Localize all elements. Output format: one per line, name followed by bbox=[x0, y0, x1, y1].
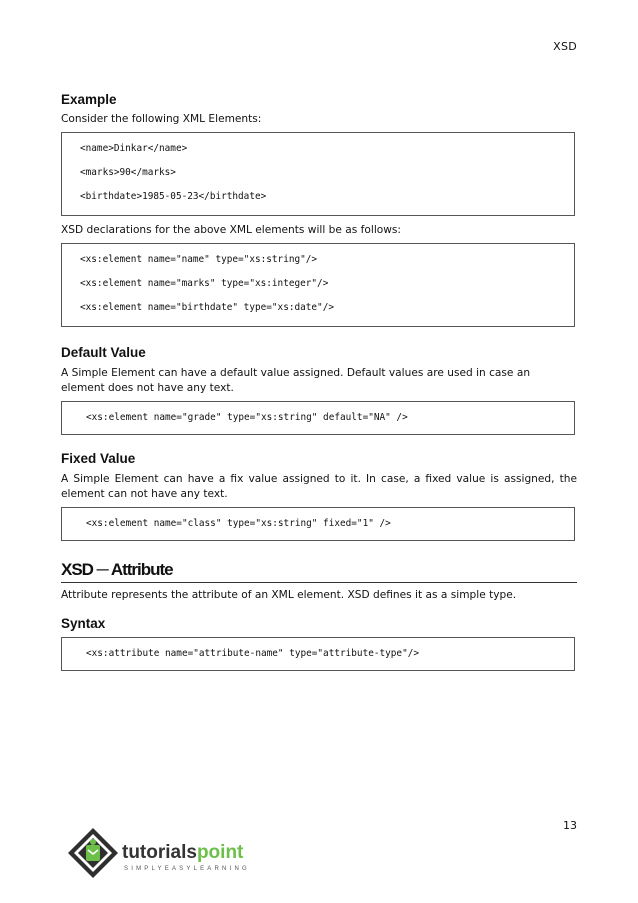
code-line: <xs:element name="birthdate" type="xs:date"/> bbox=[80, 302, 334, 313]
code-line: <xs:element name="marks" type="xs:integer"/> bbox=[80, 278, 329, 289]
code-line: <birthdate>1985-05-23</birthdate> bbox=[80, 191, 267, 202]
example-heading: Example bbox=[61, 92, 117, 107]
default-value-text: A Simple Element can have a default value assigned. Default values are used in case an element does not have any text. bbox=[61, 367, 531, 394]
fixed-value-heading: Fixed Value bbox=[61, 451, 136, 466]
logo-tagline: SIMPLYEASYLEARNING bbox=[124, 866, 250, 872]
logo-wordmark: tutorialspoint bbox=[122, 842, 244, 863]
fixed-value-text: A Simple Element can have a fix value assigned to it. In case, a fixed value is assigned, the element can not have any text. bbox=[61, 473, 577, 500]
tutorialspoint-logo bbox=[66, 826, 276, 880]
example-after-text: XSD declarations for the above XML elements will be as follows: bbox=[61, 224, 401, 236]
code-line: <marks>90</marks> bbox=[80, 167, 176, 178]
default-value-code-block bbox=[61, 401, 575, 435]
fixed-value-code-block bbox=[61, 507, 575, 541]
code-line: <xs:element name="grade" type="xs:string" default="NA" /> bbox=[86, 412, 408, 423]
code-line: <name>Dinkar</name> bbox=[80, 143, 188, 154]
page-header-title: XSD bbox=[553, 40, 577, 53]
chapter-title-text: XSD ─ Attribute bbox=[61, 560, 173, 579]
xml-elements-code-block bbox=[61, 132, 575, 216]
page-number: 13 bbox=[563, 819, 577, 832]
code-line: <xs:attribute name="attribute-name" type="attribute-type"/> bbox=[86, 648, 420, 659]
syntax-code-block bbox=[61, 637, 575, 671]
xsd-declarations-code-block bbox=[61, 243, 575, 327]
example-intro: Consider the following XML Elements: bbox=[61, 113, 262, 125]
attribute-text: Attribute represents the attribute of an XML element. XSD defines it as a simple type. bbox=[61, 589, 517, 601]
logo-diamond-icon bbox=[68, 828, 118, 878]
attribute-chapter-title bbox=[61, 560, 577, 583]
code-line: <xs:element name="name" type="xs:string"/> bbox=[80, 254, 318, 265]
code-line: <xs:element name="class" type="xs:string" fixed="1" /> bbox=[86, 518, 391, 529]
default-value-heading: Default Value bbox=[61, 345, 146, 360]
syntax-heading: Syntax bbox=[61, 616, 106, 631]
